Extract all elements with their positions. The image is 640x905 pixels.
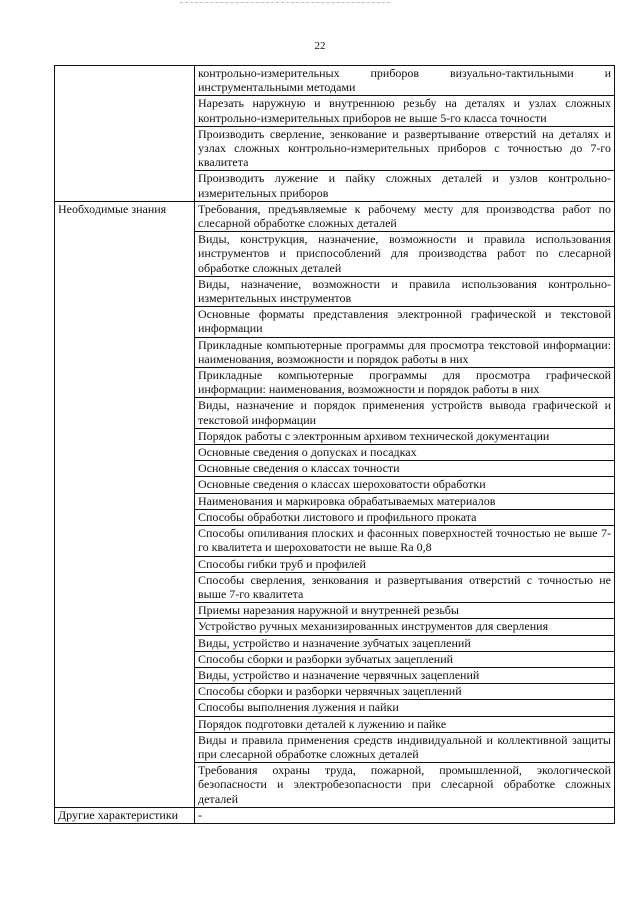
knowledge-item: Виды, назначение и порядок применения устройств вывода графической и текстовой информации: [195, 397, 614, 427]
knowledge-item: Наименования и маркировка обрабатываемых материалов: [195, 493, 614, 509]
continuation-item: Нарезать наружную и внутреннюю резьбу на деталях и узлах сложных контрольно-измерительных приборов не выше 5-го класса точности: [195, 95, 614, 125]
other-value: -: [198, 807, 202, 822]
knowledge-label: Необходимые знания: [58, 201, 167, 216]
knowledge-label-cell: [55, 201, 195, 807]
knowledge-item: Способы сверления, зенкования и развертывания отверстий с точностью не выше 7-го квалитета: [195, 572, 614, 602]
continuation-list: [195, 66, 614, 201]
knowledge-item: Основные сведения о допусках и посадках: [195, 444, 614, 460]
knowledge-item: Порядок работы с электронным архивом технической документации: [195, 428, 614, 444]
knowledge-item: Виды, устройство и назначение червячных зацеплений: [195, 667, 614, 683]
knowledge-item: Порядок подготовки деталей к лужению и пайке: [195, 716, 614, 732]
other-label-cell: [55, 807, 195, 823]
knowledge-item: Способы обработки листового и профильного проката: [195, 509, 614, 525]
competency-table: [54, 65, 615, 824]
knowledge-list: [195, 202, 614, 807]
table-row-other: [55, 807, 615, 823]
knowledge-item: Способы опиливания плоских и фасонных поверхностей точностью не выше 7-го квалитета и шероховатости не выше Ra 0,8: [195, 525, 614, 555]
page-number: 22: [314, 40, 326, 52]
knowledge-item: Основные форматы представления электронной графической и текстовой информации: [195, 306, 614, 336]
knowledge-cell: [195, 201, 615, 807]
continuation-item: контрольно-измерительных приборов визуально-тактильными и инструментальными методами: [198, 66, 611, 95]
continuation-item: Производить сверление, зенкование и развертывание отверстий на деталях и узлах сложных контрольно-измерительных приборов с точностью до 7-го квалитета: [195, 126, 614, 171]
knowledge-item: Способы сборки и разборки червячных зацеплений: [195, 683, 614, 699]
knowledge-item: Виды, конструкция, назначение, возможности и правила использования инструментов и приспособлений для производства работ по слесарной обработке сложных деталей: [195, 231, 614, 276]
knowledge-item: Устройство ручных механизированных инструментов для сверления: [195, 618, 614, 634]
top-scan-line: [180, 2, 390, 3]
knowledge-item: Требования охраны труда, пожарной, промышленной, экологической безопасности и электробезопасности при слесарной обработке сложных деталей: [195, 762, 614, 807]
continuation-item: Производить лужение и пайку сложных деталей и узлов контрольно-измерительных приборов: [195, 170, 614, 200]
knowledge-item: Прикладные компьютерные программы для просмотра текстовой информации: наименования, возможности и порядок работы в них: [195, 337, 614, 367]
table-row-knowledge: [55, 201, 615, 807]
empty-label-cell: [55, 66, 195, 202]
knowledge-item: Виды и правила применения средств индивидуальной и коллективной защиты при слесарной обработке сложных деталей: [195, 732, 614, 762]
knowledge-item: Основные сведения о классах точности: [195, 460, 614, 476]
other-label: Другие характеристики: [58, 807, 179, 822]
knowledge-item: Способы сборки и разборки зубчатых зацеплений: [195, 651, 614, 667]
knowledge-item: Приемы нарезания наружной и внутренней резьбы: [195, 602, 614, 618]
knowledge-item: Виды, устройство и назначение зубчатых зацеплений: [195, 635, 614, 651]
knowledge-item: Требования, предъявляемые к рабочему месту для производства работ по слесарной обработке сложных деталей: [198, 201, 611, 231]
other-value-cell: [195, 807, 615, 823]
knowledge-item: Прикладные компьютерные программы для просмотра графической информации: наименования, возможности и порядок работы в них: [195, 367, 614, 397]
knowledge-item: Способы гибки труб и профилей: [195, 556, 614, 572]
table-row-continuation: [55, 66, 615, 202]
continuation-cell: [195, 66, 615, 202]
knowledge-item: Способы выполнения лужения и пайки: [195, 699, 614, 715]
knowledge-item: Виды, назначение, возможности и правила использования контрольно-измерительных инструментов: [195, 276, 614, 306]
knowledge-item: Основные сведения о классах шероховатости обработки: [195, 476, 614, 492]
